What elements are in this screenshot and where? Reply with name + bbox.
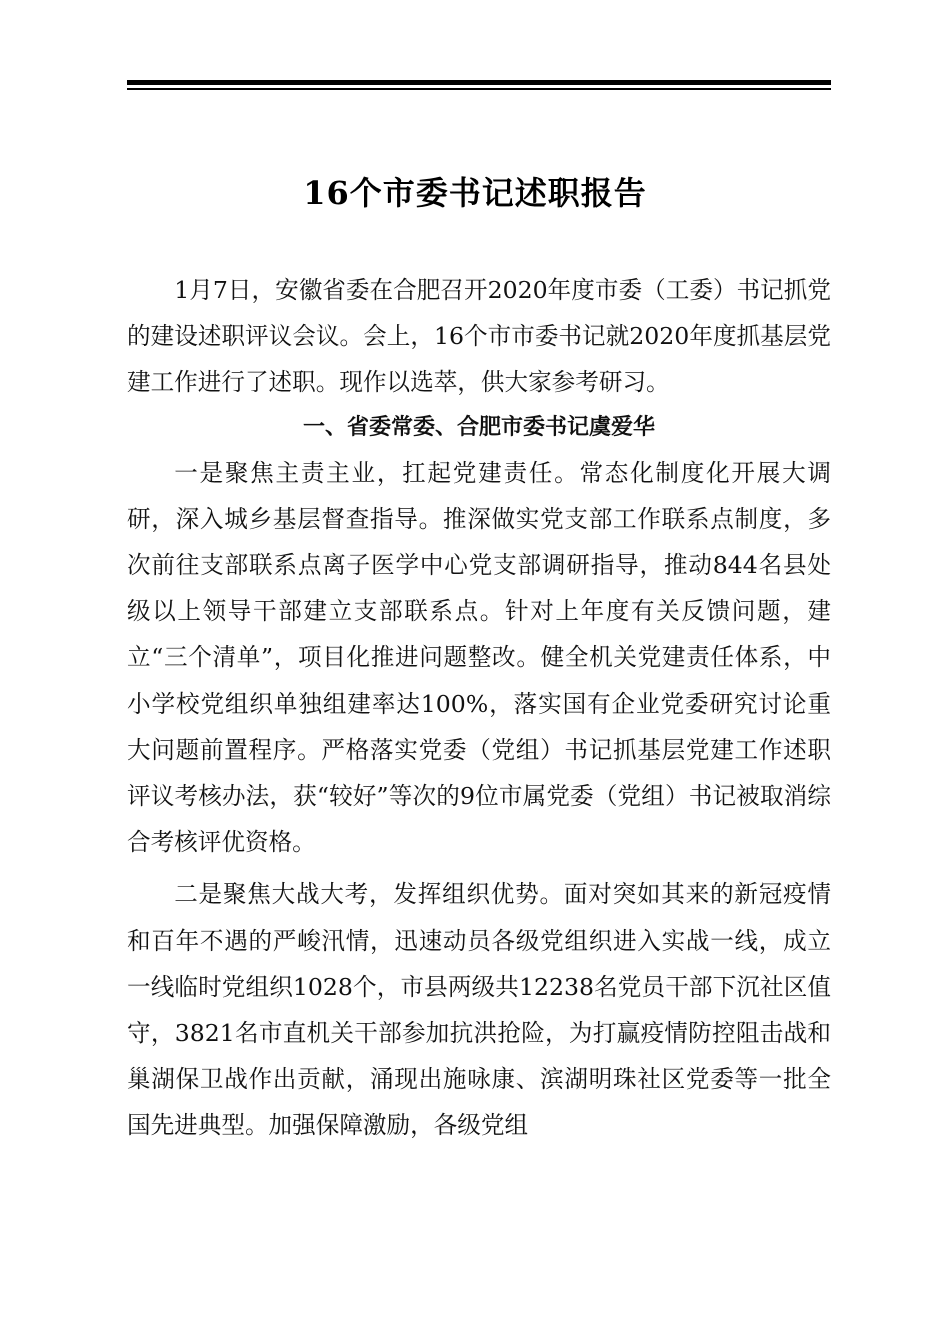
- section-paragraph-2: 二是聚焦大战大考，发挥组织优势。面对突如其来的新冠疫情和百年不遇的严峻汛情，迅速动员各级党组织进入实战一线，成立一线临时党组织1028个，市县两级共12238名党员干部下沉社区值守，3821名市直机关干部参加抗洪抢险，为打赢疫情防控阻击战和巢湖保卫战作出贡献，涌现出施咏康、滨湖明珠社区党委等一批全国先进典型。加强保障激励，各级党组: [127, 880, 831, 1140]
- header-rule-thin: [127, 88, 831, 90]
- section-paragraph-1: 一是聚焦主责主业，扛起党建责任。常态化制度化开展大调研，深入城乡基层督查指导。推深做实党支部工作联系点制度，多次前往支部联系点离子医学中心党支部调研指导，推动844名县处级以上领导干部建立支部联系点。针对上年度有关反馈问题，建立“三个清单”，项目化推进问题整改。健全机关党建责任体系，中小学校党组织单独组建率达100%，落实国有企业党委研究讨论重大问题前置程序。严格落实党委（党组）书记抓基层党建工作述职评议考核办法，获“较好”等次的9位市属党委（党组）书记被取消综合考核评优资格。: [127, 458, 831, 857]
- intro-paragraph: 1月7日，安徽省委在合肥召开2020年度市委（工委）书记抓党的建设述职评议会议。会上，16个市市委书记就2020年度抓基层党建工作进行了述职。现作以选萃，供大家参考研习。: [127, 276, 831, 397]
- header-rule-thick: [127, 80, 831, 85]
- document-title: 16个市委书记述职报告: [303, 174, 647, 212]
- document-body: [127, 267, 831, 1149]
- section-heading: 一、省委常委、合肥市委书记虞爱华: [302, 414, 655, 440]
